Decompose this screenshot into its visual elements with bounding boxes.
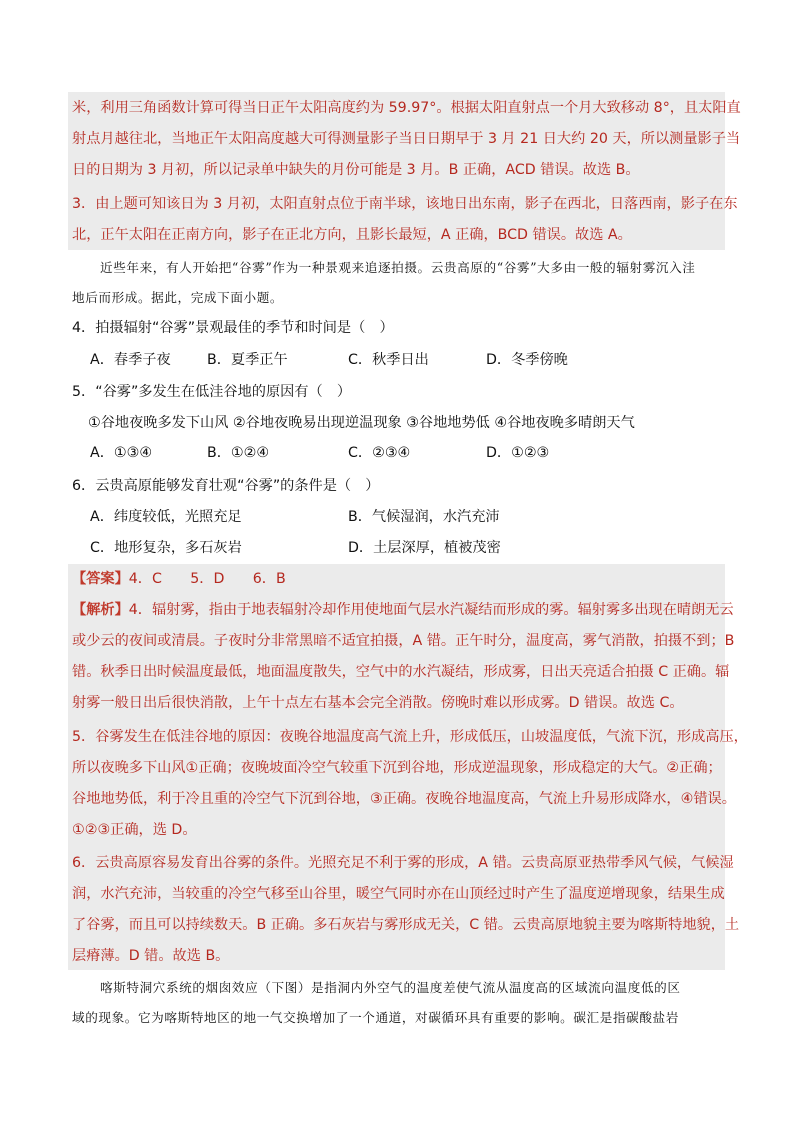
question-5-stem: 5．“谷雾”多发生在低洼谷地的原因有（ ） bbox=[72, 384, 352, 400]
analysis-line: 谷地地势低，利于冷且重的冷空气下沉到谷地，③正确。夜晚谷地温度高，气流上升易形成降水，④错误。 bbox=[72, 791, 736, 807]
analysis-line: 射雾一般日出后很快消散，上午十点左右基本会完全消散。傍晚时难以形成雾。D 错误。故选 C。 bbox=[72, 695, 684, 711]
passage-intro: 域的现象。它为喀斯特地区的地一气交换增加了一个通道，对碳循环具有重要的影响。碳汇是指碳酸盐岩 bbox=[72, 1010, 679, 1025]
q5-statements: ①谷地夜晚多发下山风 ②谷地夜晚易出现逆温现象 ③谷地地势低 ④谷地夜晚多晴朗天气 bbox=[88, 415, 635, 431]
analysis-text: 4．辐射雾，指由于地表辐射冷却作用使地面气层水汽凝结而形成的雾。辐射雾多出现在晴朗无云 bbox=[128, 602, 734, 618]
solution-line: 3．由上题可知该日为 3 月初，太阳直射点位于南半球，该地日出东南，影子在西北，日落西南，影子在东 bbox=[72, 196, 738, 212]
analysis-line: 了谷雾，而且可以持续数天。B 正确。多石灰岩与雾形成无关，C 错。云贵高原地貌主要为喀斯特地貌，土 bbox=[72, 917, 740, 933]
q5-option-c: C．②③④ bbox=[348, 445, 411, 461]
q4-option-d: D．冬季傍晚 bbox=[486, 352, 568, 368]
answer-text: 4．C 5．D 6．B bbox=[128, 571, 286, 587]
q4-option-a: A．春季子夜 bbox=[90, 352, 171, 368]
question-6-stem: 6．云贵高原能够发育壮观“谷雾”的条件是（ ） bbox=[72, 478, 380, 494]
analysis-line: 6．云贵高原容易发育出谷雾的条件。光照充足不利于雾的形成，A 错。云贵高原亚热带季风气候，气候湿 bbox=[72, 855, 734, 871]
solution-line: 射点月越往北，当地正午太阳高度越大可得测量影子当日日期早于 3 月 21 日大约 20 天，所以测量影子当 bbox=[72, 131, 741, 147]
q5-option-a: A．①③④ bbox=[90, 445, 153, 461]
answer-line bbox=[72, 569, 286, 589]
answer-tag: 【答案】 bbox=[72, 571, 129, 587]
analysis-line: 或少云的夜间或清晨。子夜时分非常黑暗不适宜拍摄，A 错。正午时分，温度高，雾气消散，拍摄不到；B bbox=[72, 633, 735, 649]
solution-line: 北，正午太阳在正南方向，影子在正北方向，且影长最短，A 正确，BCD 错误。故选 A。 bbox=[72, 227, 632, 243]
analysis-line: 层瘠薄。D 错。故选 B。 bbox=[72, 948, 230, 964]
q6-option-c: C．地形复杂，多石灰岩 bbox=[90, 540, 242, 556]
passage-intro: 地后而形成。据此，完成下面小题。 bbox=[72, 290, 284, 305]
q5-option-b: B．①②④ bbox=[207, 445, 270, 461]
q6-option-b: B．气候湿润，水汽充沛 bbox=[348, 509, 500, 525]
analysis-line: 润，水汽充沛，当较重的冷空气移至山谷里，暖空气同时亦在山顶经过时产生了温度逆增现象，结果生成 bbox=[72, 886, 725, 902]
question-4-stem: 4．拍摄辐射“谷雾”景观最佳的季节和时间是（ ） bbox=[72, 320, 394, 336]
q4-option-b: B．夏季正午 bbox=[207, 352, 288, 368]
q5-option-d: D．①②③ bbox=[486, 445, 550, 461]
passage-intro: 近些年来，有人开始把“谷雾”作为一种景观来追逐拍摄。云贵高原的“谷雾”大多由一般的辐射雾沉入洼 bbox=[100, 260, 696, 275]
analysis-tag: 【解析】 bbox=[72, 602, 129, 618]
analysis-line: 5．谷雾发生在低洼谷地的原因：夜晚谷地温度高气流上升，形成低压，山坡温度低，气流下沉，形成高压， bbox=[72, 729, 748, 745]
q4-option-c: C．秋季日出 bbox=[348, 352, 429, 368]
passage-intro: 喀斯特洞穴系统的烟囱效应（下图）是指洞内外空气的温度差使气流从温度高的区域流向温度低的区 bbox=[100, 980, 681, 995]
solution-line: 日的日期为 3 月初，所以记录单中缺失的月份可能是 3 月。B 正确，ACD 错误。故选 B。 bbox=[72, 162, 640, 178]
q6-option-d: D．土层深厚，植被茂密 bbox=[348, 540, 501, 556]
analysis-first-line bbox=[72, 600, 734, 620]
analysis-line: ①②③正确，选 D。 bbox=[72, 822, 197, 838]
analysis-line: 错。秋季日出时候温度最低，地面温度散失，空气中的水汽凝结，形成雾，日出天亮适合拍摄 C 正确。辐 bbox=[72, 664, 730, 680]
q6-option-a: A．纬度较低，光照充足 bbox=[90, 509, 242, 525]
analysis-line: 所以夜晚多下山风①正确；夜晚坡面冷空气较重下沉到谷地，形成逆温现象，形成稳定的大气。②正确； bbox=[72, 760, 722, 776]
solution-line: 米，利用三角函数计算可得当日正午太阳高度约为 59.97°。根据太阳直射点一个月大致移动 8°，且太阳直 bbox=[72, 100, 741, 116]
